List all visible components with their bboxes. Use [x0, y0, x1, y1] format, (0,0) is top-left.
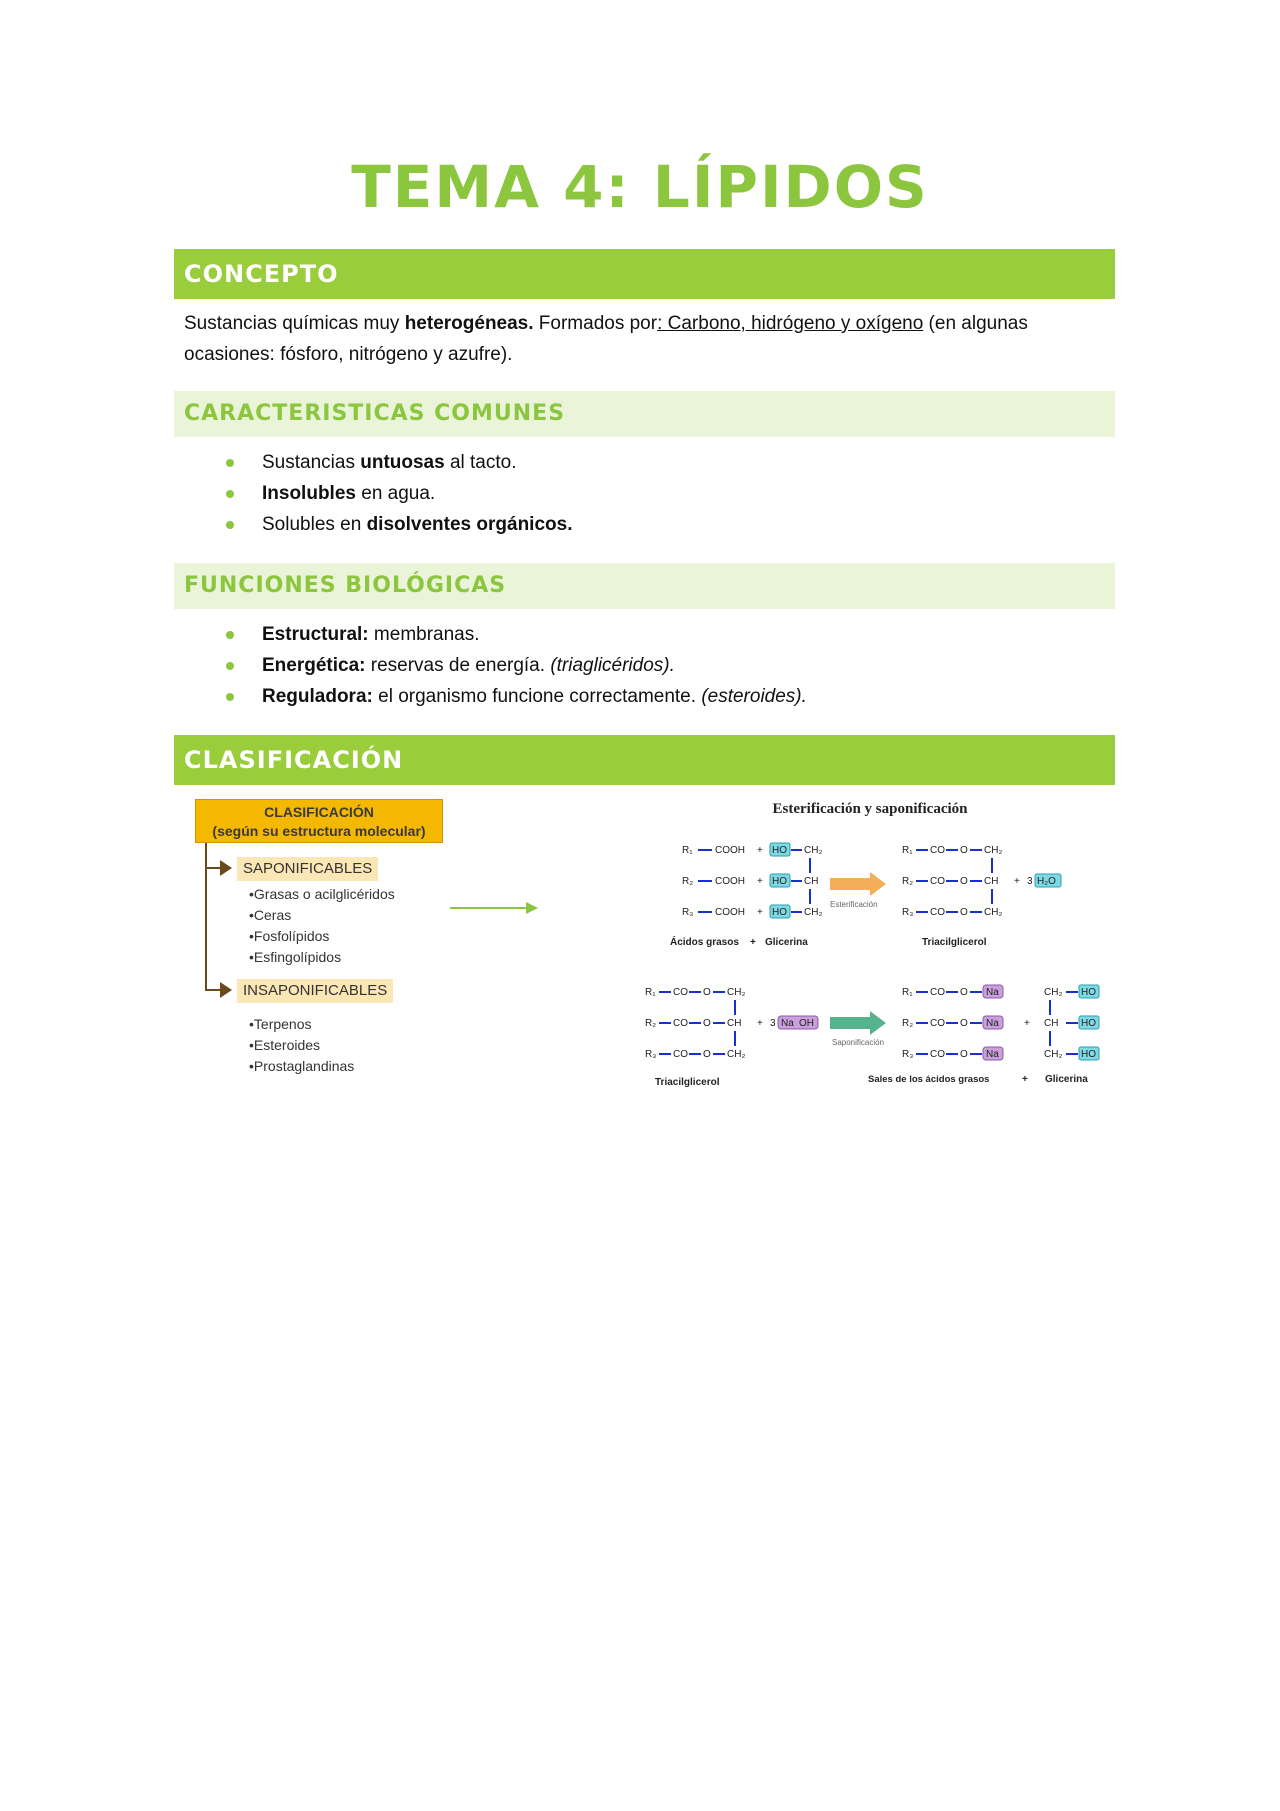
co-label: CO: [930, 876, 945, 887]
ch2-label: CH₂: [804, 907, 823, 918]
reactions-diagram: [630, 795, 1115, 1105]
ch2-label: CH₂: [984, 907, 1003, 918]
o-label: O: [960, 1049, 968, 1060]
r2-label: R₂: [682, 876, 694, 887]
list-item: • Esfingolípidos: [249, 947, 395, 968]
o-label: O: [960, 845, 968, 856]
insaponificables-list: [249, 1014, 354, 1077]
list-item: • Ceras: [249, 905, 395, 926]
cooh-label: COOH: [715, 845, 745, 856]
plus-label: +: [1022, 1074, 1028, 1085]
tree-arrow-icon: [220, 982, 232, 998]
tree-branch: [205, 989, 220, 991]
plus-label: +: [757, 1018, 763, 1029]
three-label: 3: [770, 1018, 776, 1029]
r3-label: R₃: [902, 907, 914, 918]
plus-label: +: [757, 876, 763, 887]
ho-label: HO: [1081, 1049, 1096, 1060]
list-item: Reguladora: el organismo funcione correctamente. (esteroides).: [222, 681, 807, 712]
co-label: CO: [930, 1018, 945, 1029]
classification-box: CLASIFICACIÓN (según su estructura molecular): [195, 799, 443, 843]
plus-label: +: [1024, 1018, 1030, 1029]
list-item: Sustancias untuosas al tacto.: [222, 447, 572, 478]
ho-label: HO: [772, 907, 787, 918]
list-item: • Esteroides: [249, 1035, 354, 1056]
ho-label: HO: [772, 876, 787, 887]
list-item: • Grasas o acilglicéridos: [249, 884, 395, 905]
r1-label: R₁: [682, 845, 693, 856]
ch2-label: CH₂: [1044, 1049, 1063, 1060]
list-item: Energética: reservas de energía. (triaglicéridos).: [222, 650, 807, 681]
plus-label: +: [750, 937, 756, 948]
label-sales: Sales de los ácidos grasos: [868, 1074, 990, 1085]
o-label: O: [960, 987, 968, 998]
r2-label: R₂: [902, 1018, 914, 1029]
h2o-label: H₂O: [1037, 876, 1056, 887]
ch-label: CH: [984, 876, 999, 887]
r1-label: R₁: [645, 987, 656, 998]
ch2-label: CH₂: [727, 1049, 746, 1060]
plus-label: +: [757, 907, 763, 918]
o-label: O: [703, 987, 711, 998]
tag-saponificables: SAPONIFICABLES: [237, 857, 378, 881]
ho-label: HO: [772, 845, 787, 856]
ho-label: HO: [1081, 987, 1096, 998]
tag-insaponificables: INSAPONIFICABLES: [237, 979, 393, 1003]
na-label: Na: [986, 1018, 999, 1029]
o-label: O: [960, 876, 968, 887]
label-triacilglicerol: Triacilglicerol: [922, 937, 987, 948]
saponification-products: [868, 985, 1099, 1085]
ch2-label: CH₂: [984, 845, 1003, 856]
co-label: CO: [930, 987, 945, 998]
ch-label: CH: [727, 1018, 742, 1029]
co-label: CO: [673, 987, 688, 998]
co-label: CO: [930, 845, 945, 856]
list-item: Insolubles en agua.: [222, 478, 572, 509]
list-item: • Fosfolípidos: [249, 926, 395, 947]
o-label: O: [703, 1049, 711, 1060]
label-glicerina: Glicerina: [1045, 1074, 1088, 1085]
esterification-reactants: [670, 843, 822, 948]
label-saponificacion: Saponificación: [832, 1038, 885, 1047]
page-title: TEMA 4: LÍPIDOS: [351, 153, 929, 221]
r1-label: R₁: [902, 987, 913, 998]
co-label: CO: [673, 1049, 688, 1060]
list-item: • Terpenos: [249, 1014, 354, 1035]
esterification-arrow-icon: [830, 872, 886, 909]
plus-label: +: [1014, 876, 1020, 887]
co-label: CO: [673, 1018, 688, 1029]
connector-arrow-icon: [450, 898, 540, 918]
co-label: CO: [930, 907, 945, 918]
section-heading-funciones: FUNCIONES BIOLÓGICAS: [174, 563, 1115, 609]
cooh-label: COOH: [715, 907, 745, 918]
r2-label: R₂: [902, 876, 914, 887]
list-item: Estructural: membranas.: [222, 619, 807, 650]
tree-line: [205, 843, 207, 991]
o-label: O: [703, 1018, 711, 1029]
r3-label: R₃: [902, 1049, 914, 1060]
saponificables-list: [249, 884, 395, 968]
cooh-label: COOH: [715, 876, 745, 887]
r1-label: R₁: [902, 845, 913, 856]
na-label: Na: [781, 1018, 794, 1029]
o-label: O: [960, 1018, 968, 1029]
r3-label: R₃: [645, 1049, 657, 1060]
list-item: Solubles en disolventes orgánicos.: [222, 509, 572, 540]
label-acidos-grasos: Ácidos grasos: [670, 937, 739, 948]
funciones-list: [222, 619, 807, 712]
ch2-label: CH₂: [1044, 987, 1063, 998]
na-label: Na: [986, 987, 999, 998]
ch2-label: CH₂: [804, 845, 823, 856]
r3-label: R₃: [682, 907, 694, 918]
plus-label: +: [757, 845, 763, 856]
saponification-arrow-icon: [830, 1011, 886, 1047]
label-glicerina: Glicerina: [765, 937, 808, 948]
ch-label: CH: [804, 876, 819, 887]
esterification-products: [902, 845, 1061, 948]
three-label: 3: [1027, 876, 1033, 887]
section-heading-clasificacion: CLASIFICACIÓN: [174, 735, 1115, 785]
list-item: • Prostaglandinas: [249, 1056, 354, 1077]
reactions-title: Esterificación y saponificación: [772, 801, 968, 817]
ch2-label: CH₂: [727, 987, 746, 998]
co-label: CO: [930, 1049, 945, 1060]
concepto-paragraph: Sustancias químicas muy heterogéneas. Formados por: Carbono, hidrógeno y oxígeno (en algunas ocasiones: fósforo, nitrógeno y azufre).: [184, 313, 1028, 365]
tree-arrow-icon: [220, 860, 232, 876]
tree-branch: [205, 867, 220, 869]
section-heading-concepto: CONCEPTO: [174, 249, 1115, 299]
ch-label: CH: [1044, 1018, 1059, 1029]
oh-label: OH: [799, 1018, 814, 1029]
label-triacilglicerol: Triacilglicerol: [655, 1077, 720, 1088]
caracteristicas-list: [222, 447, 572, 540]
o-label: O: [960, 907, 968, 918]
section-heading-caracteristicas: CARACTERISTICAS COMUNES: [174, 391, 1115, 437]
na-label: Na: [986, 1049, 999, 1060]
saponification-reactants: [645, 987, 818, 1088]
label-esterificacion: Esterificación: [830, 900, 878, 909]
r2-label: R₂: [645, 1018, 657, 1029]
ho-label: HO: [1081, 1018, 1096, 1029]
